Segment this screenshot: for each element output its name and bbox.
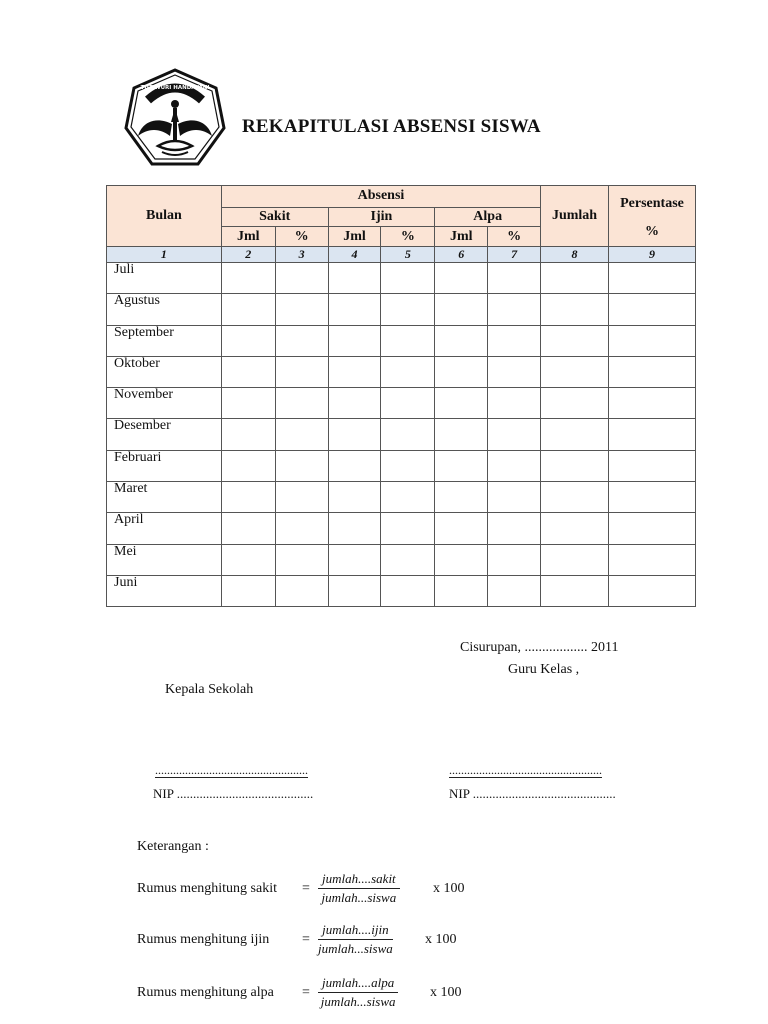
table-cell[interactable] (221, 263, 275, 294)
table-row (107, 388, 696, 419)
table-cell[interactable] (541, 294, 609, 325)
table-cell[interactable] (275, 263, 328, 294)
table-cell[interactable] (435, 575, 488, 606)
table-cell[interactable] (435, 482, 488, 513)
table-cell[interactable] (435, 388, 488, 419)
table-cell[interactable] (221, 450, 275, 481)
table-cell[interactable] (275, 419, 328, 450)
table-cell[interactable] (488, 294, 541, 325)
persentase-symbol: % (645, 224, 659, 239)
formula-fraction (318, 975, 398, 1010)
column-number: 5 (381, 247, 435, 263)
table-cell[interactable] (488, 513, 541, 544)
table-cell[interactable] (328, 419, 381, 450)
absensi-header: Absensi (221, 186, 540, 208)
ijin-header: Ijin (328, 207, 435, 227)
table-cell[interactable] (221, 544, 275, 575)
month-label: April (114, 512, 144, 528)
table-cell[interactable] (435, 513, 488, 544)
page-title: REKAPITULASI ABSENSI SISWA (242, 116, 541, 137)
month-cell (107, 294, 222, 325)
formula-fraction (318, 922, 393, 957)
table-cell[interactable] (221, 575, 275, 606)
table-cell[interactable] (488, 575, 541, 606)
sakit-jml-header: Jml (221, 227, 275, 247)
table-cell[interactable] (328, 575, 381, 606)
place-date: Cisurupan, .................. 2011 (460, 640, 619, 655)
month-cell (107, 263, 222, 294)
table-cell[interactable] (221, 356, 275, 387)
right-signature-line: ................................................... (449, 763, 602, 777)
table-cell[interactable] (381, 575, 435, 606)
month-label: Maret (114, 481, 148, 497)
sakit-pct-header: % (275, 227, 328, 247)
month-label: Mei (114, 543, 137, 559)
kepala-sekolah-label: Kepala Sekolah (165, 682, 254, 697)
table-cell[interactable] (381, 325, 435, 356)
month-cell (107, 575, 222, 606)
table-row (107, 325, 696, 356)
table-cell[interactable] (328, 388, 381, 419)
table-cell[interactable] (328, 356, 381, 387)
column-number: 9 (609, 247, 696, 263)
table-cell[interactable] (488, 450, 541, 481)
keterangan-heading: Keterangan : (137, 839, 209, 854)
table-cell[interactable] (221, 419, 275, 450)
table-cell[interactable] (328, 482, 381, 513)
table-row (107, 482, 696, 513)
table-cell[interactable] (275, 544, 328, 575)
table-cell[interactable] (541, 482, 609, 513)
table-cell[interactable] (435, 294, 488, 325)
table-cell[interactable] (488, 356, 541, 387)
table-cell[interactable] (381, 356, 435, 387)
table-cell[interactable] (609, 575, 696, 606)
alpa-jml-header: Jml (435, 227, 488, 247)
table-cell[interactable] (381, 482, 435, 513)
table-cell[interactable] (275, 294, 328, 325)
table-cell[interactable] (541, 325, 609, 356)
table-cell[interactable] (541, 544, 609, 575)
month-label: September (114, 324, 174, 340)
table-cell[interactable] (435, 263, 488, 294)
table-cell[interactable] (541, 575, 609, 606)
formula-denominator: jumlah...siswa (321, 890, 397, 905)
table-cell[interactable] (609, 544, 696, 575)
month-label: Juli (114, 262, 135, 277)
month-label: Juni (114, 574, 138, 590)
formula-label: Rumus menghitung ijin (137, 932, 270, 947)
month-cell (107, 356, 222, 387)
table-cell[interactable] (609, 356, 696, 387)
persentase-header (609, 186, 696, 247)
ijin-jml-header: Jml (328, 227, 381, 247)
month-label: Oktober (114, 355, 160, 371)
month-label: Agustus (114, 293, 160, 309)
formula-numerator: jumlah....sakit (318, 871, 400, 889)
table-cell[interactable] (541, 263, 609, 294)
persentase-label: Persentase (620, 196, 684, 211)
table-row (107, 513, 696, 544)
month-cell (107, 544, 222, 575)
table-row (107, 450, 696, 481)
table-cell[interactable] (488, 325, 541, 356)
formula-label: Rumus menghitung alpa (137, 985, 274, 1000)
column-number: 1 (107, 247, 222, 263)
table-row (107, 294, 696, 325)
left-signature-line: ................................................... (155, 763, 308, 777)
formula-label: Rumus menghitung sakit (137, 881, 277, 896)
column-number: 8 (541, 247, 609, 263)
table-cell[interactable] (381, 513, 435, 544)
table-cell[interactable] (541, 388, 609, 419)
right-nip: NIP ............................................ (449, 786, 616, 801)
table-cell[interactable] (609, 294, 696, 325)
table-cell[interactable] (328, 325, 381, 356)
table-cell[interactable] (221, 513, 275, 544)
table-cell[interactable] (609, 263, 696, 294)
month-label: November (114, 387, 174, 403)
column-number: 3 (275, 247, 328, 263)
table-cell[interactable] (541, 356, 609, 387)
table-row (107, 544, 696, 575)
formula-multiplier: x 100 (425, 932, 457, 947)
table-cell[interactable] (328, 513, 381, 544)
table-cell[interactable] (275, 482, 328, 513)
table-cell[interactable] (488, 419, 541, 450)
table-cell[interactable] (435, 325, 488, 356)
sakit-header: Sakit (221, 207, 328, 227)
table-cell[interactable] (381, 263, 435, 294)
table-cell[interactable] (488, 544, 541, 575)
formula-denominator: jumlah...siswa (320, 994, 396, 1009)
table-cell[interactable] (221, 388, 275, 419)
table-cell[interactable] (275, 575, 328, 606)
tut-wuri-handayani-logo (122, 66, 228, 172)
formula-equals: = (302, 932, 310, 947)
table-cell[interactable] (275, 325, 328, 356)
table-cell[interactable] (275, 388, 328, 419)
column-number: 6 (435, 247, 488, 263)
table-cell[interactable] (381, 388, 435, 419)
table-cell[interactable] (609, 482, 696, 513)
month-cell (107, 482, 222, 513)
month-cell (107, 388, 222, 419)
table-cell[interactable] (328, 544, 381, 575)
alpa-pct-header: % (488, 227, 541, 247)
table-cell[interactable] (275, 513, 328, 544)
table-cell[interactable] (541, 450, 609, 481)
table-cell[interactable] (275, 356, 328, 387)
table-cell[interactable] (435, 419, 488, 450)
table-cell[interactable] (609, 325, 696, 356)
formula-equals: = (302, 985, 310, 1000)
formula-fraction (318, 871, 400, 906)
table-cell[interactable] (328, 450, 381, 481)
formula-denominator: jumlah...siswa (318, 941, 393, 956)
alpa-header: Alpa (435, 207, 541, 227)
table-cell[interactable] (275, 450, 328, 481)
formula-equals: = (302, 881, 310, 896)
table-cell[interactable] (435, 544, 488, 575)
month-cell (107, 513, 222, 544)
month-label: Februari (114, 449, 162, 465)
table-cell[interactable] (221, 482, 275, 513)
table-row (107, 356, 696, 387)
table-cell[interactable] (221, 325, 275, 356)
guru-kelas-label: Guru Kelas , (508, 662, 580, 677)
month-cell (107, 419, 222, 450)
formula-multiplier: x 100 (430, 985, 462, 1000)
table-cell[interactable] (328, 294, 381, 325)
table-cell[interactable] (381, 294, 435, 325)
table-cell[interactable] (609, 450, 696, 481)
month-cell (107, 450, 222, 481)
table-cell[interactable] (488, 482, 541, 513)
table-row (107, 575, 696, 606)
month-cell (107, 325, 222, 356)
formula-numerator: jumlah....alpa (318, 975, 398, 993)
table-cell[interactable] (221, 294, 275, 325)
column-number: 7 (488, 247, 541, 263)
column-number: 2 (221, 247, 275, 263)
month-label: Desember (114, 418, 171, 434)
table-cell[interactable] (381, 544, 435, 575)
formula-multiplier: x 100 (433, 881, 465, 896)
attendance-table (106, 185, 696, 607)
table-cell[interactable] (541, 513, 609, 544)
column-number: 4 (328, 247, 381, 263)
bulan-header: Bulan (107, 186, 222, 247)
svg-text:TUT WURI HANDAYANI: TUT WURI HANDAYANI (140, 85, 210, 91)
table-cell[interactable] (381, 419, 435, 450)
table-row (107, 419, 696, 450)
table-cell[interactable] (541, 419, 609, 450)
table-row (107, 263, 696, 294)
table-cell[interactable] (488, 263, 541, 294)
table-cell[interactable] (435, 356, 488, 387)
table-cell[interactable] (381, 450, 435, 481)
table-cell[interactable] (435, 450, 488, 481)
table-cell[interactable] (488, 388, 541, 419)
table-cell[interactable] (609, 388, 696, 419)
ijin-pct-header: % (381, 227, 435, 247)
table-cell[interactable] (609, 513, 696, 544)
left-nip: NIP .......................................... (153, 786, 314, 801)
jumlah-header: Jumlah (541, 186, 609, 247)
table-cell[interactable] (609, 419, 696, 450)
table-cell[interactable] (328, 263, 381, 294)
formula-numerator: jumlah....ijin (318, 922, 393, 940)
